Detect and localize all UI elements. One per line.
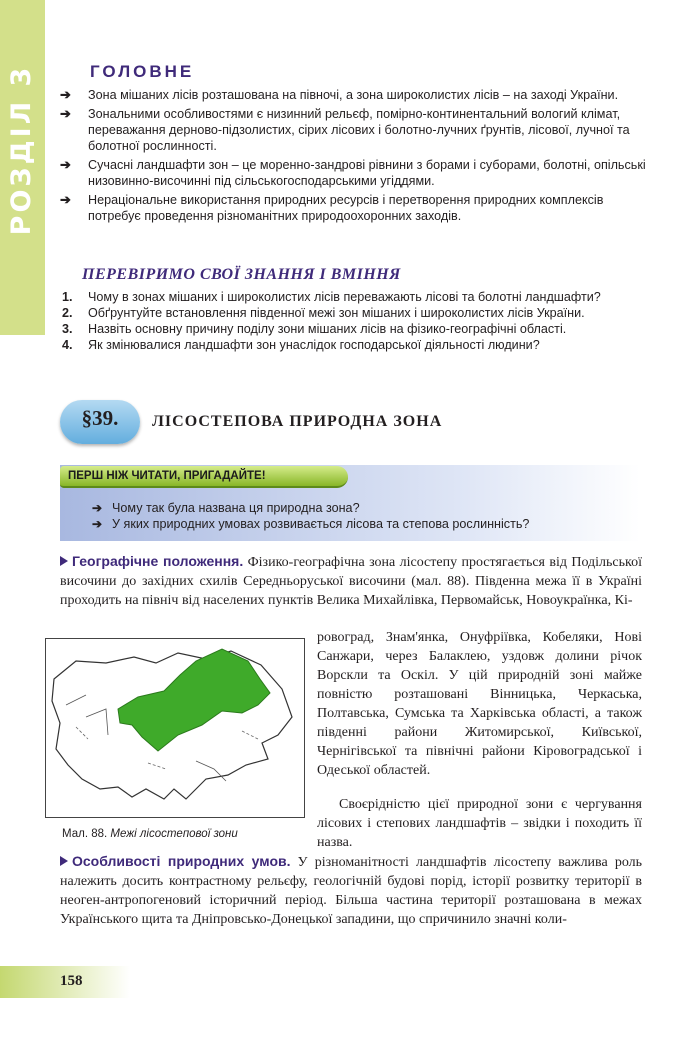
recall-title: ПЕРШ НІЖ ЧИТАТИ, ПРИГАДАЙТЕ! — [60, 466, 348, 488]
chevron-icon — [60, 856, 68, 866]
chapter-side-tab — [0, 0, 45, 335]
chevron-icon — [60, 556, 68, 566]
arrow-icon: ➔ — [60, 106, 71, 121]
questions-heading: ПЕРЕВІРИМО СВОЇ ЗНАННЯ І ВМІННЯ — [82, 266, 401, 283]
summary-item: ➔ Нераціональне використання природних ресурсів і перетворення природних комплексів потребує проведення різноманітних природоохоронних заходів. — [60, 192, 604, 223]
question-item: 4. Як змінювалися ландшафти зон унаслідок господарської діяльності людини? — [62, 338, 540, 352]
conditions-paragraph: Особливості природних умов. У різноманітності ландшафтів лісостепу важлива роль належить досить контрастному рельєфу, геологічній будові порід, історії розвитку території в неоген-антропогеновий історичний період. Більша частина території розташована в межах Українського щита та Дніпровсько-Донецької западини, що спричинило значні коли- — [60, 853, 643, 927]
summary-item: ➔ Зональними особливостями є низинний рельєф, помірно-континентальний вологий клімат, переважання дерново-підзолистих, сірих лісових і болотно-лучних ґрунтів, лісової, лучної та болотної рослинності. — [60, 106, 630, 153]
geo-paragraph-side: ровоград, Знам'янка, Онуфріївка, Кобеляки, Нові Санжари, через Балаклею, уздовж долини річок Ворскли та Оскіл. У цій природній зоні майже повністю розташовані Вінницька, Черкаська, Полтавська, Сумська та Харківська області, а також південні райони Житомирської, Київської, Чернігівської та північні райони Кіровоградської і Одеської областей. — [317, 630, 642, 778]
summary-item: ➔ Сучасні ландшафти зон – це моренно-зандрові рівнини з борами і суборами, болотні, опільські низовинно-височинні під сільськогосподарськими угіддями. — [60, 157, 646, 188]
arrow-icon: ➔ — [92, 501, 103, 515]
arrow-icon: ➔ — [92, 517, 103, 531]
summary-heading: ГОЛОВНЕ — [90, 62, 195, 81]
arrow-icon: ➔ — [60, 87, 71, 102]
page-number: 158 — [60, 973, 83, 989]
recall-box — [60, 465, 640, 541]
question-item: 2. Обґрунтуйте встановлення південної межі зон мішаних і широколистих лісів України. — [62, 306, 585, 320]
arrow-icon: ➔ — [60, 192, 71, 207]
questions-list — [60, 289, 650, 353]
geo-paragraph-top: Географічне положення. Фізико-географічна зона лісостепу простягається від Подільської височини до західних схилів Середньоруської височини (мал. 88). Південна межа її в Україні проходить на північ від населених пунктів Велика Михайлівка, Первомайськ, Новоукраїнка, Кі- — [60, 553, 643, 608]
section-number: §39. — [81, 406, 119, 430]
section-header — [60, 400, 660, 450]
section-badge — [60, 400, 140, 444]
summary-item: ➔ Зона мішаних лісів розташована на півночі, а зона широколистих лісів – на заході України. — [60, 87, 619, 102]
map-figure — [45, 638, 305, 818]
question-item: 1. Чому в зонах мішаних і широколистих лісів переважають лісові та болотні ландшафти? — [62, 290, 601, 304]
recall-item: ➔ У яких природних умовах розвивається лісова та степова рослинність? — [92, 517, 530, 531]
section-title: ЛІСОСТЕПОВА ПРИРОДНА ЗОНА — [152, 413, 443, 430]
geo-subheading: Географічне положення. — [72, 553, 244, 569]
question-item: 3. Назвіть основну причину поділу зони мішаних лісів на фізико-географічні області. — [62, 322, 567, 336]
recall-item: ➔ Чому так була названа ця природна зона? — [92, 501, 360, 515]
zone-map — [46, 639, 304, 817]
arrow-icon: ➔ — [60, 157, 71, 172]
recall-list — [92, 500, 529, 532]
chapter-label: РОЗДІЛ 3 — [6, 64, 37, 236]
summary-list — [60, 87, 650, 227]
geo-paragraph-side2: Своєрідністю цієї природної зони є чергування лісових і степових ландшафтів – звідки і походить її назва. — [317, 797, 642, 850]
conditions-subheading: Особливості природних умов. — [72, 853, 291, 869]
figure-caption: Мал. 88. Межі лісостепової зони — [62, 828, 238, 840]
